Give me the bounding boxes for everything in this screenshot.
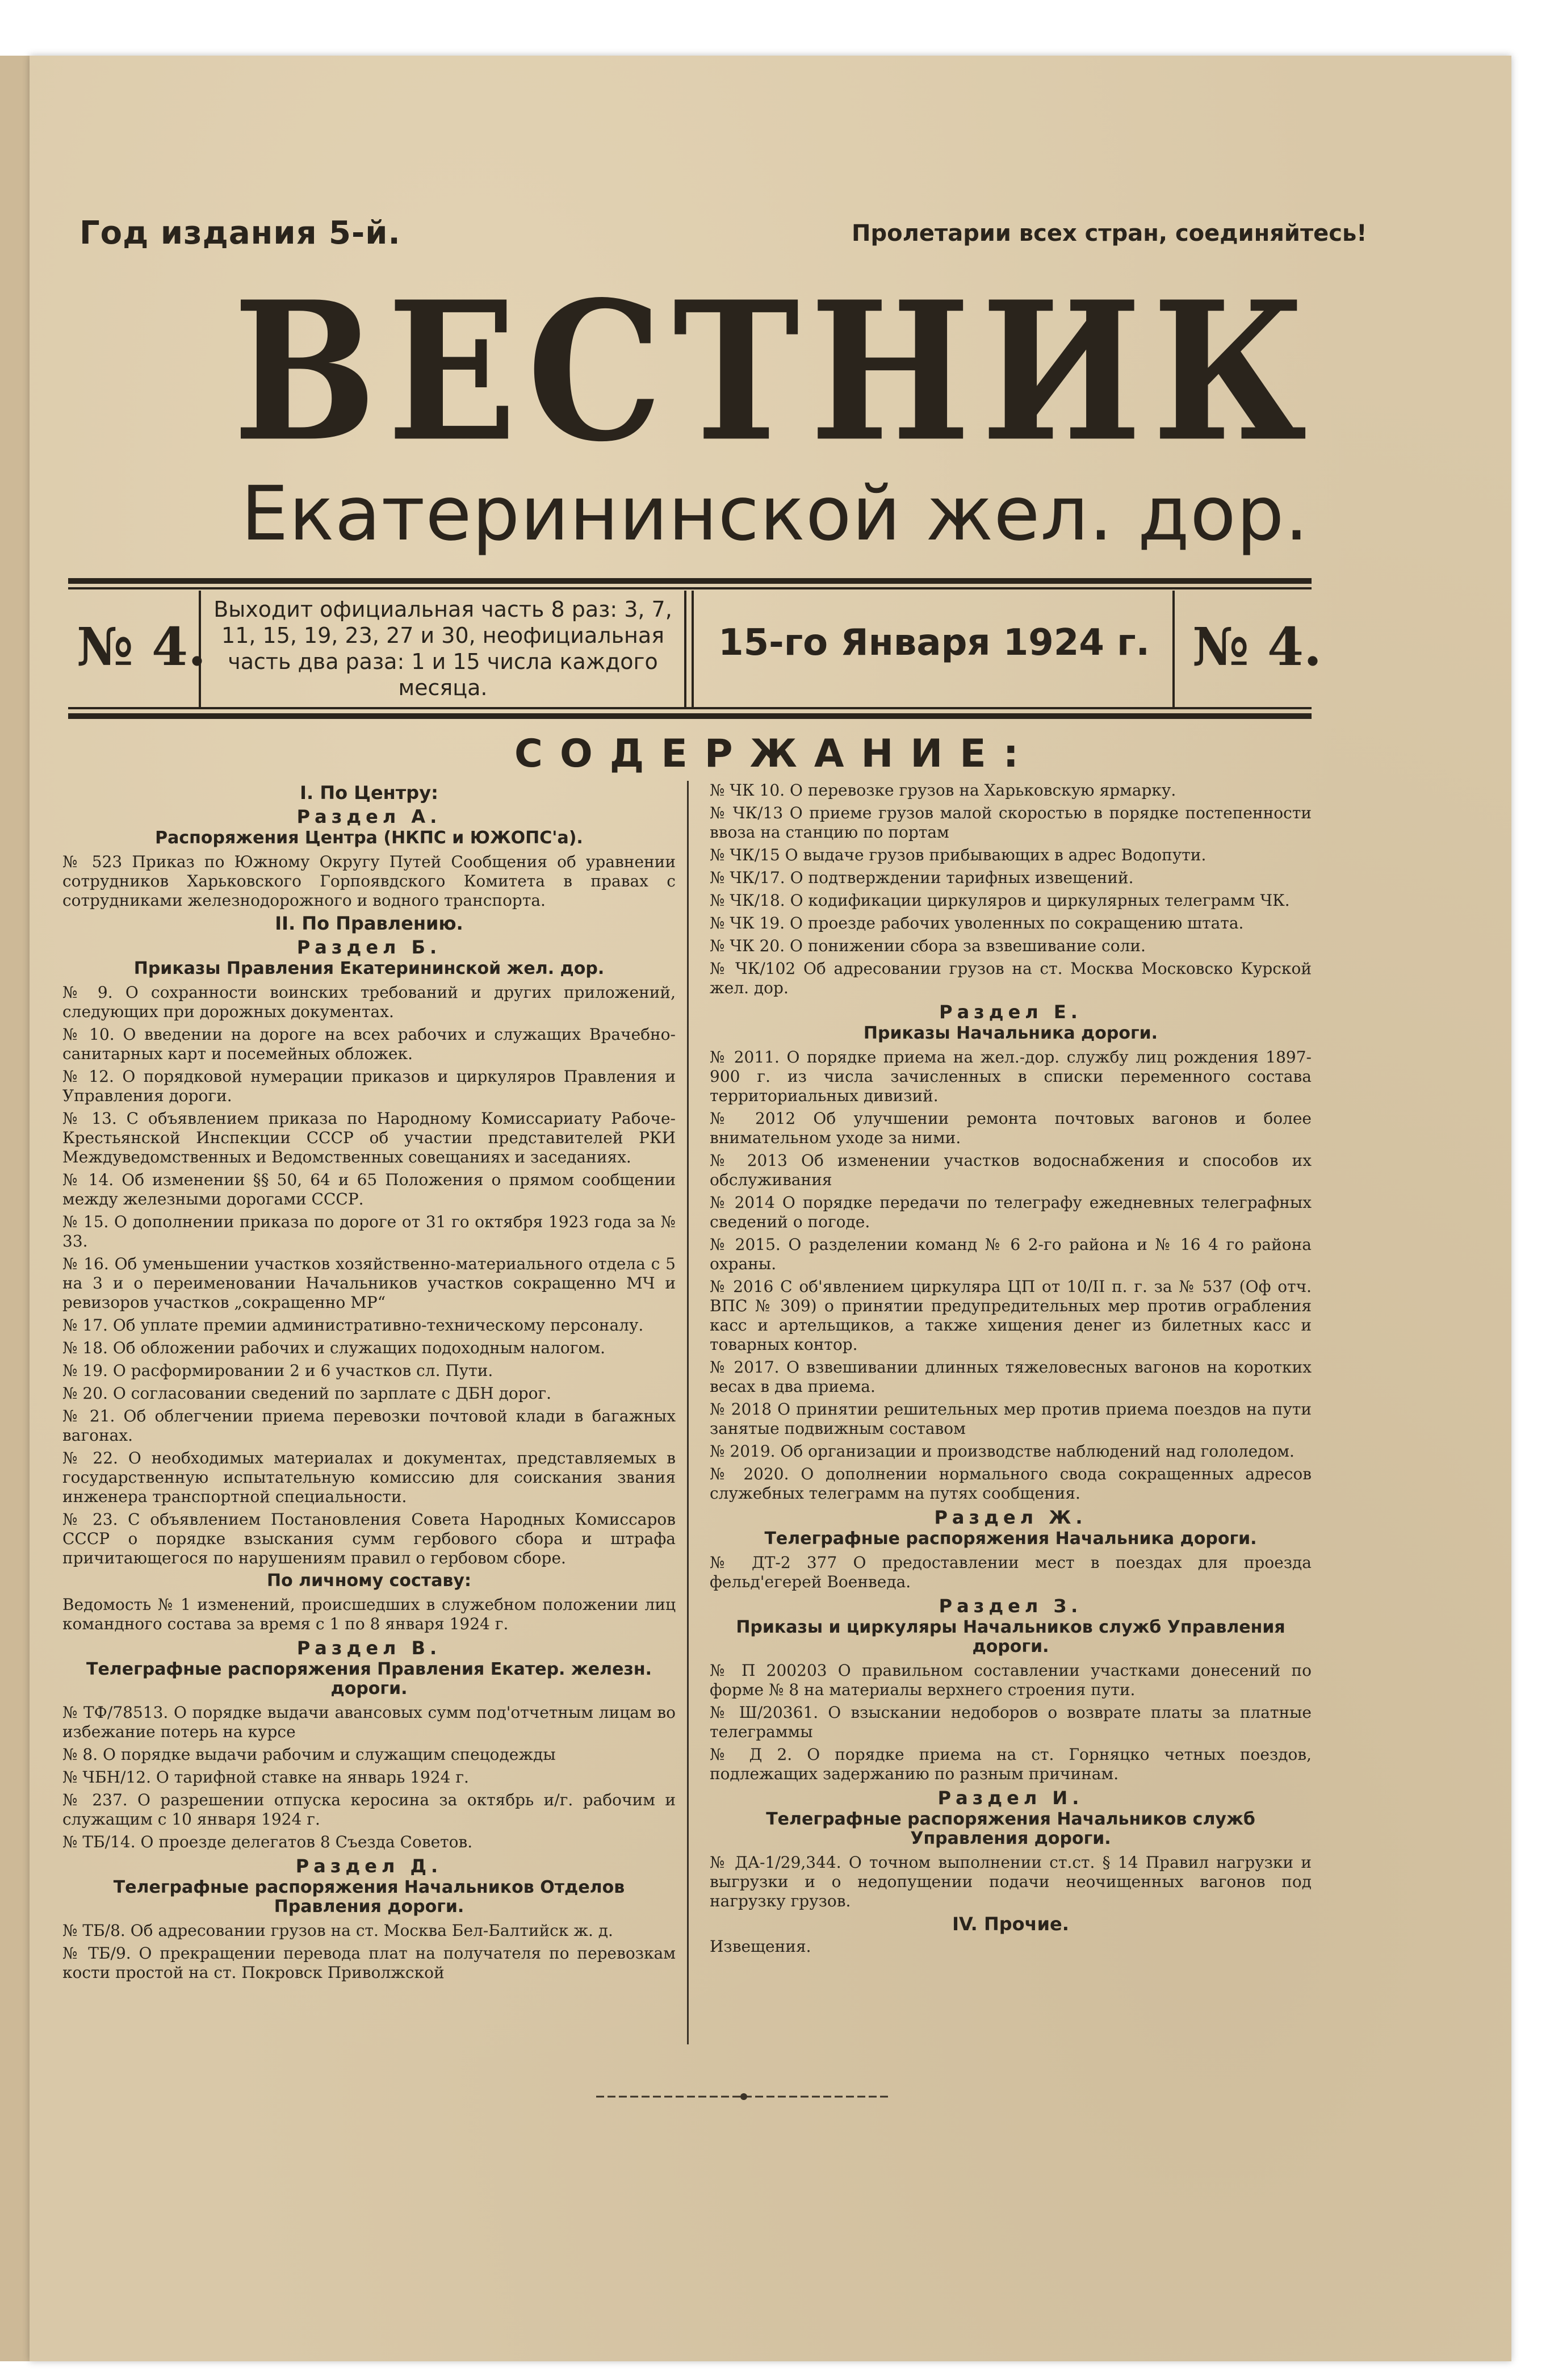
list-item: № 2012 Об улучшении ремонта почтовых вагонов и более внимательном уходе за ними.	[710, 1109, 1312, 1147]
list-item: № 14. Об изменении §§ 50, 64 и 65 Положения о прямом сообщении между железными дорогами СССР.	[62, 1170, 676, 1208]
issue-number-left: № 4.	[77, 616, 207, 677]
list-item: № 2015. О разделении команд № 6 2-го района и № 16 4 го района охраны.	[710, 1235, 1312, 1273]
list-item: № 19. О расформировании 2 и 6 участков сл. Пути.	[62, 1361, 493, 1380]
list-item: № 2018 О принятии решительных мер против приема поездов на пути занятые подвижным составом	[710, 1400, 1312, 1438]
list-item: № ЧК/102 Об адресовании грузов на ст. Москва Московско Курской жел. дор.	[710, 959, 1312, 997]
list-item: № ЧК/13 О приеме грузов малой скоростью в порядке постепенности ввоза на станцию по портам	[710, 804, 1312, 842]
list-item: № 2016 С об'явлением циркуляра ЦП от 10/II п. г. за № 537 (Оф отч. ВПС № 309) о принятии предупредительных мер против ограбления касс и артельщиков, а также хищения денег из билетных касс и товарных контор.	[710, 1277, 1312, 1354]
list-item: № 22. О необходимых материалах и документах, представляемых в государственную испытательную комиссию для соискания звания инженера транспортной специальности.	[62, 1449, 676, 1506]
list-item: № ТБ/8. Об адресовании грузов на ст. Москва Бел-Балтийск ж. д.	[62, 1921, 613, 1940]
section-heading: Раздел Д.	[295, 1855, 443, 1877]
issue-bar-top-rule	[68, 578, 1312, 584]
list-item: № ДА-1/29,344. О точном выполнении ст.ст. § 14 Правил нагрузки и выгрузки и о недопущении подачи неочищенных вагонов под нагрузку грузов.	[710, 1853, 1312, 1910]
issue-bar-divider	[1172, 591, 1175, 707]
list-item: № 2014 О порядке передачи по телеграфу ежедневных телеграфных сведений о погоде.	[710, 1193, 1312, 1231]
issue-number-right: № 4.	[1192, 616, 1322, 677]
part-heading: II. По Правлению.	[275, 913, 463, 934]
issue-bar-divider	[684, 591, 686, 707]
list-item: № Д 2. О порядке приема на ст. Горняцко четных поездов, подлежащих задержанию по разным причинам.	[710, 1745, 1312, 1783]
slogan: Пролетарии всех стран, соединяйтесь!	[852, 220, 1367, 246]
column-divider	[687, 781, 689, 2044]
list-item: № 20. О согласовании сведений по зарплате с ДБН дорог.	[62, 1384, 552, 1403]
list-item: № 10. О введении на дороге на всех рабочих и служащих Врачебно-санитарных карт и посемейных обложек.	[62, 1025, 676, 1063]
right-column	[710, 781, 1312, 1960]
ornament-line-icon	[573, 2091, 914, 2102]
list-item: № Ш/20361. О взыскании недоборов о возврате платы за платные телеграммы	[710, 1703, 1312, 1741]
list-item: № ТФ/78513. О порядке выдачи авансовых сумм под'отчетным лицам во избежание потерь на курсе	[62, 1703, 676, 1741]
section-heading: Раздел Б.	[296, 936, 442, 958]
contents-heading: СОДЕРЖАНИЕ:	[514, 731, 1036, 776]
list-item: № ТБ/14. О проезде делегатов 8 Съезда Советов.	[62, 1833, 473, 1851]
list-item: № ТБ/9. О прекращении перевода плат на получателя по перевозкам кости простой на ст. Покровск Приволжской	[62, 1944, 676, 1982]
list-item: № 15. О дополнении приказа по дороге от 31 го октября 1923 года за № 33.	[62, 1212, 676, 1250]
section-subheading: Телеграфные распоряжения Правления Екатер. железн. дороги.	[86, 1659, 652, 1699]
list-item: № 237. О разрешении отпуска керосина за октябрь и/г. рабочим и служащим с 10 января 1924 г.	[62, 1791, 676, 1829]
list-item: № 18. Об обложении рабочих и служащих подоходным налогом.	[62, 1339, 605, 1357]
section-heading: Раздел Е.	[939, 1001, 1082, 1023]
section-subheading: Телеграфные распоряжения Начальников Отделов Правления дороги.	[113, 1877, 625, 1917]
list-item: № ЧК 10. О перевозке грузов на Харьковскую ярмарку.	[710, 781, 1176, 800]
list-item: № ЧК 20. О понижении сбора за взвешивание соли.	[710, 936, 1146, 955]
section-subheading: Телеграфные распоряжения Начальника дороги.	[764, 1529, 1257, 1549]
section-heading: Раздел И.	[937, 1787, 1084, 1809]
list-item: № 16. Об уменьшении участков хозяйственно-материального отдела с 5 на 3 и о переименовании Начальников участков сокращенно МЧ и ревизоров участков „сокращенно МР“	[62, 1254, 676, 1312]
section-subheading: Приказы и циркуляры Начальников служб Управления дороги.	[736, 1617, 1285, 1657]
list-item: № 523 Приказ по Южному Округу Путей Сообщения об уравнении сотрудников Харьковского Горпоявдского Комитета в правах с сотрудниками железнодорожного и водного транспорта.	[62, 852, 676, 910]
list-item: № 23. С объявлением Постановления Совета Народных Комиссаров СССР о порядке взыскания сумм гербового сбора и штрафа причитающегося по нарушениям правил о гербовом сборе.	[62, 1510, 676, 1567]
part-heading: I. По Центру:	[300, 782, 438, 804]
publication-schedule: Выходит официальная часть 8 раз: 3, 7, 11, 15, 19, 23, 27 и 30, неофициальная часть два раза: 1 и 15 числа каждого месяца.	[213, 597, 672, 700]
masthead-subtitle: Екатерининской жел. дор.	[241, 470, 1309, 558]
list-item: № ЧК/18. О кодификации циркуляров и циркулярных телеграмм ЧК.	[710, 891, 1290, 910]
list-item: № 2013 Об изменении участков водоснабжения и способов их обслуживания	[710, 1151, 1312, 1189]
list-item: № 2020. О дополнении нормального свода сокращенных адресов служебных телеграмм на путях сообщения.	[710, 1465, 1312, 1503]
list-item: № 2017. О взвешивании длинных тяжеловесных вагонов на коротких весах в два приема.	[710, 1358, 1312, 1396]
issue-bar-top-rule-thin	[68, 587, 1312, 589]
issue-bar-divider	[692, 591, 694, 707]
section-heading: Раздел А.	[296, 806, 442, 827]
list-item: № ЧБН/12. О тарифной ставке на январь 1924 г.	[62, 1768, 469, 1787]
list-item: № ДТ-2 377 О предоставлении мест в поездах для проезда фельд'егерей Военведа.	[710, 1553, 1312, 1591]
issue-bar-bottom-rule	[68, 713, 1312, 719]
list-item: № 9. О сохранности воинских требований и других приложений, следующих при дорожных документах.	[62, 983, 676, 1021]
section-subheading: Приказы Начальника дороги.	[863, 1023, 1158, 1043]
section-heading: Раздел З.	[939, 1595, 1083, 1617]
issue-bar-bottom-rule-thin	[68, 707, 1312, 709]
list-item: № 2019. Об организации и производстве наблюдений над гололедом.	[710, 1442, 1295, 1461]
list-item: № 13. С объявлением приказа по Народному Комиссариату Рабоче-Крестьянской Инспекции СССР об участии представителей РКИ Междуведомственных и Ведомственных совещаниях и заседаниях.	[62, 1109, 676, 1166]
list-item: № ЧК/17. О подтверждении тарифных извещений.	[710, 868, 1134, 887]
ornament-divider-icon	[573, 2087, 914, 2107]
section-subheading: Телеграфные распоряжения Начальников служб Управления дороги.	[766, 1809, 1255, 1848]
part-heading: IV. Прочие.	[952, 1913, 1069, 1935]
list-item: № ЧК 19. О проезде рабочих уволенных по сокращению штата.	[710, 914, 1244, 932]
list-item: № П 200203 О правильном составлении участками донесений по форме № 8 на материалы верхнего строения пути.	[710, 1661, 1312, 1699]
list-item: № 17. Об уплате премии административно-техническому персоналу.	[62, 1316, 644, 1335]
section-heading: Раздел В.	[296, 1637, 442, 1659]
left-column	[62, 781, 676, 1986]
list-item: Извещения.	[710, 1937, 811, 1956]
issue-date: 15-го Января 1924 г.	[718, 622, 1150, 664]
section-subheading: По личному составу:	[267, 1571, 471, 1591]
section-subheading: Распоряжения Центра (НКПС и ЮЖОПС'а).	[155, 828, 583, 848]
masthead-title: ВЕСТНИК	[232, 259, 1318, 484]
list-item: Ведомость № 1 изменений, происшедших в служебном положении лиц командного состава за время с 1 по 8 января 1924 г.	[62, 1595, 676, 1633]
section-heading: Раздел Ж.	[934, 1507, 1087, 1528]
list-item: № 21. Об облегчении приема перевозки почтовой клади в багажных вагонах.	[62, 1407, 676, 1445]
list-item: № 12. О порядковой нумерации приказов и циркуляров Правления и Управления дороги.	[62, 1067, 676, 1105]
publication-year: Год издания 5-й.	[79, 215, 401, 252]
list-item: № 8. О порядке выдачи рабочим и служащим спецодежды	[62, 1745, 556, 1764]
section-subheading: Приказы Правления Екатерининской жел. дор.	[133, 959, 605, 978]
list-item: № 2011. О порядке приема на жел.-дор. службу лиц рождения 1897-900 г. из числа зачисленных в списки переменного состава территориальных дивизий.	[710, 1048, 1312, 1105]
list-item: № ЧК/15 О выдаче грузов прибывающих в адрес Водопути.	[710, 846, 1207, 864]
